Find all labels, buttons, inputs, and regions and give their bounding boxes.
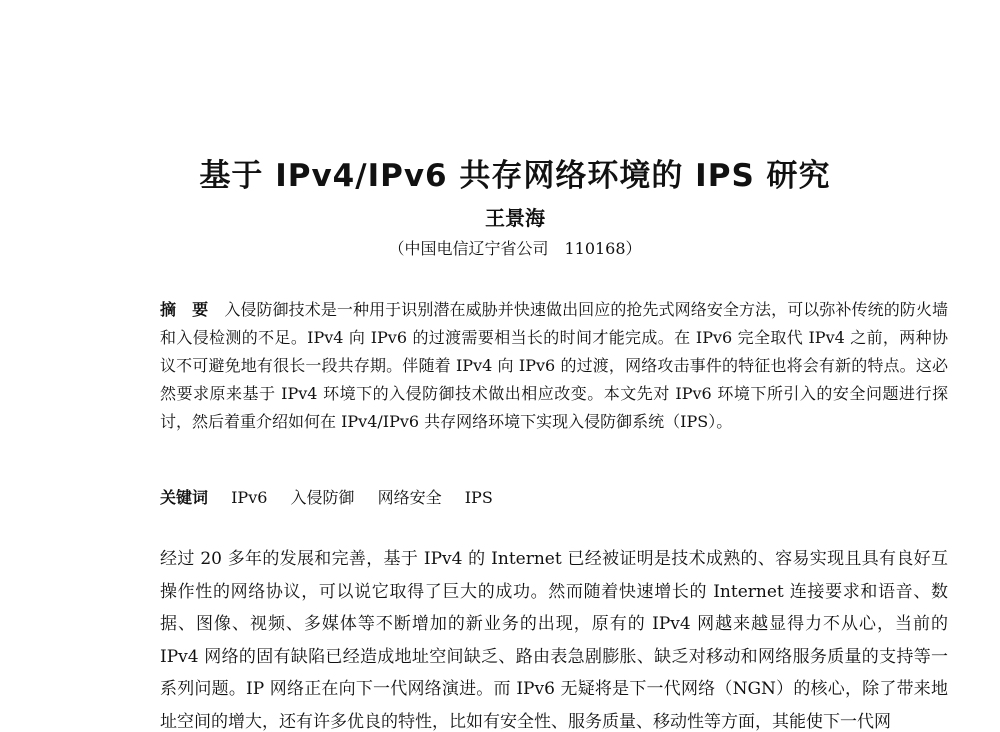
abstract-text: 入侵防御技术是一种用于识别潜在威胁并快速做出回应的抢先式网络安全方法，可以弥补传统的防火墙和入侵检测的不足。IPv4 向 IPv6 的过渡需要相当长的时间才能完成。在 IPv6 完全取代 IPv4 之前，两种协议不可避免地有很长一段共存期。伴随着 IPv4 向 IPv6 的过渡，网络攻击事件的特征也将会有新的特点。这必然要求原来基于 IPv4 环境下的入侵防御技术做出相应改变。本文先对 IPv6 环境下所引入的安全问题进行探讨，然后着重介绍如何在 IPv4/IPv6 共存网络环境下实现入侵防御系统（IPS）。	[160, 300, 948, 431]
paper-title: 基于 IPv4/IPv6 共存网络环境的 IPS 研究	[199, 158, 831, 194]
abstract-paragraph	[120, 296, 948, 436]
keyword-item: 入侵防御	[290, 488, 355, 507]
keywords-line	[160, 484, 493, 512]
paper-author: 王景海	[485, 206, 545, 230]
keyword-item: IPv6	[231, 488, 268, 507]
keyword-item: 网络安全	[377, 488, 442, 507]
keyword-item: IPS	[464, 488, 493, 507]
body-paragraph: 经过 20 多年的发展和完善，基于 IPv4 的 Internet 已经被证明是技术成熟的、容易实现且具有良好互操作性的网络协议，可以说它取得了巨大的成功。然而随着快速增长的 Internet 连接要求和语音、数据、图像、视频、多媒体等不断增加的新业务的出现，原有的 IPv4 网越来越显得力不从心，当前的 IPv4 网络的固有缺陷已经造成地址空间缺乏、路由表急剧膨胀、缺乏对移动和网络服务质量的支持等一系列问题。IP 网络正在向下一代网络演进。而 IPv6 无疑将是下一代网络（NGN）的核心，除了带来地址空间的增大，还有许多优良的特性，比如有安全性、服务质量、移动性等方面，其能使下一代网	[160, 549, 948, 732]
author-affiliation: （中国电信辽宁省公司 110168）	[388, 239, 642, 258]
keywords-label: 关键词	[160, 488, 209, 507]
abstract-label: 摘 要	[160, 300, 209, 319]
